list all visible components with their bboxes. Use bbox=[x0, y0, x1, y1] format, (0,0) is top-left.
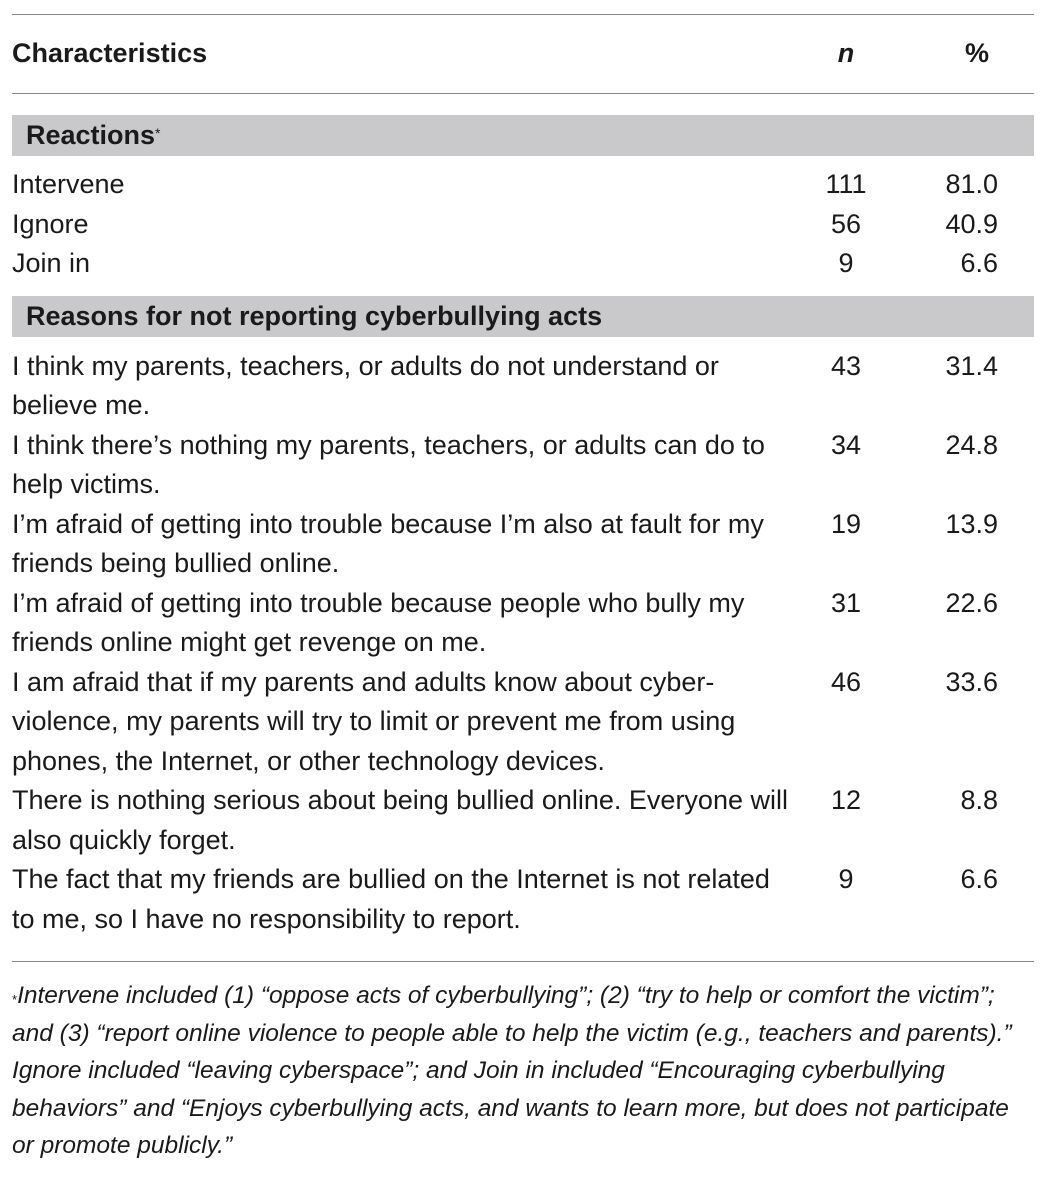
row-n: 111 bbox=[825, 169, 867, 199]
row-percent: 31.4 bbox=[945, 350, 998, 381]
row-label: Intervene bbox=[12, 169, 125, 199]
row-label: I am afraid that if my parents and adults know about cyber-violence, my parents will try to limit or prevent me from using phones, the Internet, or other technology devices. bbox=[12, 666, 736, 776]
row-n: 43 bbox=[830, 350, 862, 381]
section-reactions-rows bbox=[12, 165, 1034, 284]
table-row bbox=[12, 205, 1034, 245]
row-label: Ignore bbox=[12, 208, 89, 239]
row-label: There is nothing serious about being bullied online. Everyone will also quickly forget. bbox=[12, 785, 788, 855]
footnote-marker: * bbox=[155, 125, 161, 141]
row-percent: 6.6 bbox=[960, 864, 998, 894]
row-label: The fact that my friends are bullied on the Internet is not related to me, so I have no responsibility to report. bbox=[12, 864, 770, 934]
row-n: 19 bbox=[830, 508, 862, 539]
header-n: n bbox=[837, 38, 855, 68]
row-label: Join in bbox=[12, 248, 91, 278]
row-percent: 40.9 bbox=[945, 208, 998, 239]
header-percent: % bbox=[964, 38, 989, 68]
row-percent: 22.6 bbox=[945, 587, 998, 618]
table-row bbox=[12, 505, 1034, 584]
section-reactions-header bbox=[12, 115, 1034, 156]
row-percent: 81.0 bbox=[945, 169, 998, 199]
table-row bbox=[12, 426, 1034, 505]
section-reasons-rows bbox=[12, 347, 1034, 940]
data-table bbox=[12, 14, 1034, 1165]
footnote-text: Intervene included (1) “oppose acts of cyberbullying”; (2) “try to help or comfort the victim”; and (3) “report online violence to people able to help the victim (e.g., teachers and parents).” Ignore included “leaving cyberspace”; and Join in included “Encouraging cyberbullying behaviors” and “Enjoys cyberbullying acts, and wants to learn more, but does not participate or promote publicly.” bbox=[12, 982, 1012, 1159]
section-title: Reasons for not reporting cyberbullying acts bbox=[26, 300, 603, 331]
row-n: 12 bbox=[830, 785, 862, 815]
section-title: Reactions bbox=[26, 120, 156, 150]
table-row bbox=[12, 584, 1034, 663]
footnote-marker: * bbox=[12, 992, 18, 1007]
table-footnote bbox=[12, 962, 1034, 1165]
table-row bbox=[12, 347, 1034, 426]
row-label: I’m afraid of getting into trouble because I’m also at fault for my friends being bullied online. bbox=[12, 508, 764, 578]
table-row bbox=[12, 860, 1034, 939]
table-row bbox=[12, 165, 1034, 205]
table-row bbox=[12, 781, 1034, 860]
row-percent: 6.6 bbox=[960, 248, 998, 278]
row-n: 34 bbox=[830, 429, 862, 460]
row-label: I’m afraid of getting into trouble because people who bully my friends online might get revenge on me. bbox=[12, 587, 745, 657]
table-row bbox=[12, 244, 1034, 284]
header-characteristics: Characteristics bbox=[12, 38, 208, 68]
table-row bbox=[12, 663, 1034, 782]
row-n: 46 bbox=[830, 666, 862, 697]
table-header bbox=[12, 15, 1034, 93]
row-n: 56 bbox=[830, 208, 862, 239]
row-percent: 33.6 bbox=[945, 666, 998, 697]
row-n: 9 bbox=[838, 864, 854, 894]
row-percent: 13.9 bbox=[945, 508, 998, 539]
section-reasons-header bbox=[12, 296, 1034, 337]
row-percent: 24.8 bbox=[945, 429, 998, 460]
row-label: I think there’s nothing my parents, teachers, or adults can do to help victims. bbox=[12, 429, 765, 499]
row-n: 9 bbox=[838, 248, 854, 278]
row-n: 31 bbox=[830, 587, 862, 618]
row-label: I think my parents, teachers, or adults do not understand or believe me. bbox=[12, 350, 719, 420]
row-percent: 8.8 bbox=[960, 785, 998, 815]
